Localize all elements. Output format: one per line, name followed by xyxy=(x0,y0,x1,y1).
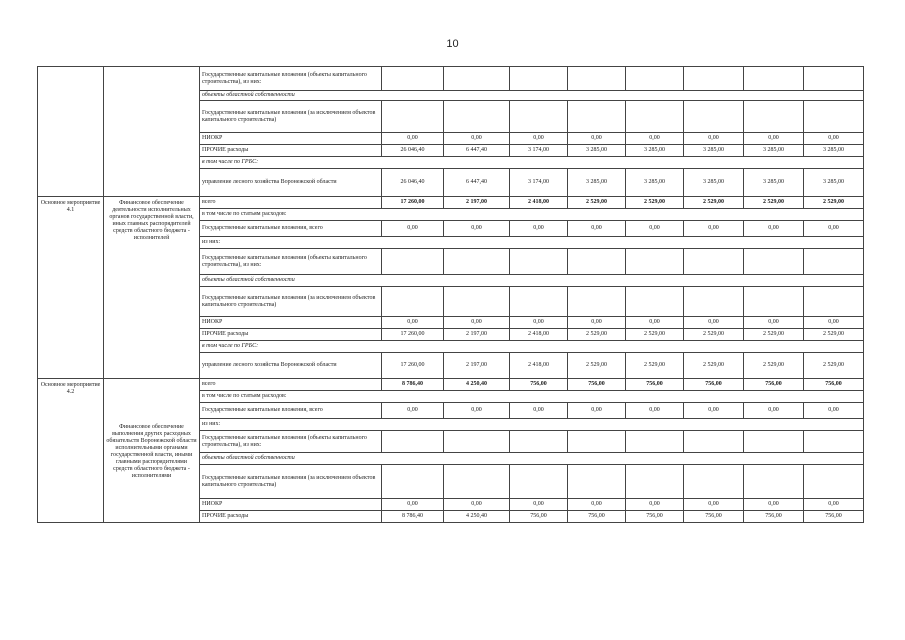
value-cell: 0,00 xyxy=(444,403,510,419)
value-cell: 2 529,00 xyxy=(804,197,864,209)
value-cell: 0,00 xyxy=(444,499,510,511)
event-cell: Основное мероприятие 4.1 xyxy=(38,197,104,379)
row-label: управление лесного хозяйства Воронежской области xyxy=(200,169,382,197)
value-cell xyxy=(510,431,568,453)
value-cell: 756,00 xyxy=(626,511,684,523)
responsible-cell xyxy=(104,67,200,197)
value-cell xyxy=(568,101,626,133)
value-cell: 0,00 xyxy=(510,221,568,237)
value-cell: 2 529,00 xyxy=(568,197,626,209)
value-cell: 2 529,00 xyxy=(684,329,744,341)
value-cell: 0,00 xyxy=(744,133,804,145)
value-cell xyxy=(444,101,510,133)
value-cell xyxy=(568,465,626,499)
value-cell: 0,00 xyxy=(382,317,444,329)
value-cell xyxy=(804,67,864,91)
value-cell: 0,00 xyxy=(626,403,684,419)
value-cell: 756,00 xyxy=(510,379,568,391)
row-label: НИОКР xyxy=(200,499,382,511)
row-label: Государственные капитальные вложения (за исключением объектов капитального строительства) xyxy=(200,287,382,317)
value-cell: 0,00 xyxy=(626,221,684,237)
value-cell xyxy=(626,249,684,275)
value-cell xyxy=(568,249,626,275)
value-cell xyxy=(510,67,568,91)
value-cell: 3 285,00 xyxy=(568,169,626,197)
value-cell xyxy=(684,67,744,91)
value-cell xyxy=(568,287,626,317)
value-cell xyxy=(684,431,744,453)
event-cell xyxy=(38,67,104,197)
value-cell: 0,00 xyxy=(626,317,684,329)
value-cell xyxy=(626,67,684,91)
value-cell: 0,00 xyxy=(510,133,568,145)
value-cell: 3 285,00 xyxy=(626,169,684,197)
value-cell: 0,00 xyxy=(626,499,684,511)
value-cell: 4 250,40 xyxy=(444,379,510,391)
value-cell: 756,00 xyxy=(510,511,568,523)
value-cell: 0,00 xyxy=(626,133,684,145)
value-cell: 0,00 xyxy=(568,317,626,329)
value-cell: 2 529,00 xyxy=(744,329,804,341)
value-cell: 2 418,00 xyxy=(510,353,568,379)
row-label: ПРОЧИЕ расходы xyxy=(200,145,382,157)
value-cell: 0,00 xyxy=(744,317,804,329)
value-cell: 3 285,00 xyxy=(684,169,744,197)
row-label: Государственные капитальные вложения (за исключением объектов капитального строительства) xyxy=(200,101,382,133)
row-label: объекты областной собственности xyxy=(200,453,864,465)
value-cell: 0,00 xyxy=(382,221,444,237)
value-cell: 3 285,00 xyxy=(684,145,744,157)
value-cell: 0,00 xyxy=(382,499,444,511)
value-cell xyxy=(744,465,804,499)
value-cell xyxy=(444,431,510,453)
value-cell: 0,00 xyxy=(510,403,568,419)
value-cell xyxy=(626,431,684,453)
value-cell: 17 260,00 xyxy=(382,329,444,341)
value-cell xyxy=(568,431,626,453)
value-cell: 756,00 xyxy=(804,511,864,523)
value-cell: 3 174,00 xyxy=(510,145,568,157)
value-cell xyxy=(568,67,626,91)
value-cell: 0,00 xyxy=(804,133,864,145)
value-cell xyxy=(444,465,510,499)
value-cell: 0,00 xyxy=(804,499,864,511)
value-cell: 2 529,00 xyxy=(744,197,804,209)
value-cell: 0,00 xyxy=(804,403,864,419)
value-cell: 0,00 xyxy=(804,317,864,329)
table-row xyxy=(38,67,864,91)
value-cell: 756,00 xyxy=(684,511,744,523)
value-cell: 0,00 xyxy=(444,317,510,329)
value-cell: 8 786,40 xyxy=(382,511,444,523)
value-cell xyxy=(382,67,444,91)
value-cell: 0,00 xyxy=(568,133,626,145)
row-label: НИОКР xyxy=(200,317,382,329)
value-cell: 756,00 xyxy=(568,511,626,523)
row-label: из них: xyxy=(200,419,864,431)
value-cell: 756,00 xyxy=(744,511,804,523)
row-label: объекты областной собственности xyxy=(200,275,864,287)
row-label: Государственные капитальные вложения (за исключением объектов капитального строительства) xyxy=(200,465,382,499)
row-label: ПРОЧИЕ расходы xyxy=(200,511,382,523)
value-cell: 0,00 xyxy=(510,317,568,329)
row-label: Государственные капитальные вложения (объекты капитального строительства), из них: xyxy=(200,249,382,275)
value-cell: 8 786,40 xyxy=(382,379,444,391)
value-cell: 0,00 xyxy=(684,133,744,145)
value-cell: 6 447,40 xyxy=(444,145,510,157)
value-cell: 756,00 xyxy=(626,379,684,391)
value-cell: 26 046,40 xyxy=(382,145,444,157)
value-cell xyxy=(804,287,864,317)
responsible-cell: Финансовое обеспечение деятельности исполнительных органов государственной власти, иных главных распорядителей средств областного бюджета - исполнителей xyxy=(104,197,200,379)
value-cell xyxy=(510,287,568,317)
value-cell xyxy=(744,431,804,453)
value-cell xyxy=(382,101,444,133)
event-cell: Основное мероприятие 4.2 xyxy=(38,379,104,523)
value-cell: 0,00 xyxy=(568,499,626,511)
value-cell: 2 197,00 xyxy=(444,197,510,209)
table-body xyxy=(38,67,864,523)
value-cell: 0,00 xyxy=(684,221,744,237)
value-cell: 3 285,00 xyxy=(626,145,684,157)
row-label: из них: xyxy=(200,237,864,249)
value-cell: 3 285,00 xyxy=(744,145,804,157)
budget-table xyxy=(37,66,864,523)
value-cell: 0,00 xyxy=(684,317,744,329)
value-cell: 0,00 xyxy=(444,133,510,145)
value-cell: 2 197,00 xyxy=(444,329,510,341)
value-cell: 3 285,00 xyxy=(744,169,804,197)
row-label: ПРОЧИЕ расходы xyxy=(200,329,382,341)
value-cell: 0,00 xyxy=(744,403,804,419)
value-cell: 3 174,00 xyxy=(510,169,568,197)
row-label: всего xyxy=(200,197,382,209)
row-label: всего xyxy=(200,379,382,391)
value-cell: 6 447,40 xyxy=(444,169,510,197)
value-cell: 2 529,00 xyxy=(684,353,744,379)
value-cell xyxy=(684,287,744,317)
row-label: управление лесного хозяйства Воронежской области xyxy=(200,353,382,379)
value-cell: 2 418,00 xyxy=(510,329,568,341)
value-cell: 2 529,00 xyxy=(804,329,864,341)
value-cell: 2 529,00 xyxy=(744,353,804,379)
value-cell: 2 418,00 xyxy=(510,197,568,209)
value-cell: 0,00 xyxy=(568,221,626,237)
value-cell: 0,00 xyxy=(684,403,744,419)
value-cell: 2 529,00 xyxy=(568,329,626,341)
value-cell: 17 260,00 xyxy=(382,197,444,209)
value-cell xyxy=(382,249,444,275)
value-cell: 0,00 xyxy=(568,403,626,419)
row-label: в том числе по ГРБС: xyxy=(200,157,864,169)
value-cell xyxy=(744,287,804,317)
budget-table-wrapper xyxy=(37,66,864,523)
value-cell: 2 529,00 xyxy=(626,329,684,341)
value-cell xyxy=(804,249,864,275)
table-row xyxy=(38,197,864,209)
row-label: Государственные капитальные вложения, всего xyxy=(200,221,382,237)
row-label: в том числе по ГРБС: xyxy=(200,341,864,353)
value-cell: 0,00 xyxy=(382,133,444,145)
value-cell xyxy=(626,287,684,317)
value-cell: 0,00 xyxy=(510,499,568,511)
row-label: объекты областной собственности xyxy=(200,91,864,101)
value-cell: 0,00 xyxy=(744,221,804,237)
value-cell xyxy=(444,67,510,91)
value-cell: 2 197,00 xyxy=(444,353,510,379)
value-cell xyxy=(382,287,444,317)
value-cell: 756,00 xyxy=(804,379,864,391)
value-cell xyxy=(684,465,744,499)
value-cell xyxy=(744,249,804,275)
value-cell: 756,00 xyxy=(684,379,744,391)
row-label: НИОКР xyxy=(200,133,382,145)
value-cell: 756,00 xyxy=(744,379,804,391)
value-cell xyxy=(382,431,444,453)
table-row xyxy=(38,379,864,391)
value-cell: 4 250,40 xyxy=(444,511,510,523)
page-number: 10 xyxy=(446,38,459,50)
value-cell: 0,00 xyxy=(382,403,444,419)
value-cell xyxy=(804,465,864,499)
value-cell xyxy=(744,67,804,91)
value-cell xyxy=(382,465,444,499)
responsible-cell: Финансовое обеспечение выполнения других расходных обязательств Воронежской области исполнительными органами государственной власти, иными главными распорядителями средств областного бюджета - исполнителями xyxy=(104,379,200,523)
row-label: в том числе по статьям расходов: xyxy=(200,209,864,221)
value-cell xyxy=(684,249,744,275)
value-cell xyxy=(684,101,744,133)
value-cell xyxy=(804,101,864,133)
value-cell: 0,00 xyxy=(444,221,510,237)
value-cell xyxy=(444,249,510,275)
value-cell: 0,00 xyxy=(744,499,804,511)
value-cell xyxy=(744,101,804,133)
value-cell xyxy=(510,101,568,133)
value-cell xyxy=(510,465,568,499)
value-cell xyxy=(444,287,510,317)
value-cell: 0,00 xyxy=(684,499,744,511)
row-label: в том числе по статьям расходов: xyxy=(200,391,864,403)
value-cell xyxy=(626,101,684,133)
value-cell: 3 285,00 xyxy=(804,145,864,157)
value-cell: 26 046,40 xyxy=(382,169,444,197)
row-label: Государственные капитальные вложения, всего xyxy=(200,403,382,419)
value-cell xyxy=(804,431,864,453)
value-cell: 2 529,00 xyxy=(804,353,864,379)
row-label: Государственные капитальные вложения (объекты капитального строительства), из них: xyxy=(200,67,382,91)
value-cell: 2 529,00 xyxy=(626,353,684,379)
value-cell: 2 529,00 xyxy=(568,353,626,379)
row-label: Государственные капитальные вложения (объекты капитального строительства), из них: xyxy=(200,431,382,453)
value-cell: 17 260,00 xyxy=(382,353,444,379)
value-cell: 756,00 xyxy=(568,379,626,391)
value-cell: 2 529,00 xyxy=(626,197,684,209)
value-cell xyxy=(510,249,568,275)
value-cell: 3 285,00 xyxy=(568,145,626,157)
value-cell xyxy=(626,465,684,499)
value-cell: 2 529,00 xyxy=(684,197,744,209)
value-cell: 3 285,00 xyxy=(804,169,864,197)
value-cell: 0,00 xyxy=(804,221,864,237)
